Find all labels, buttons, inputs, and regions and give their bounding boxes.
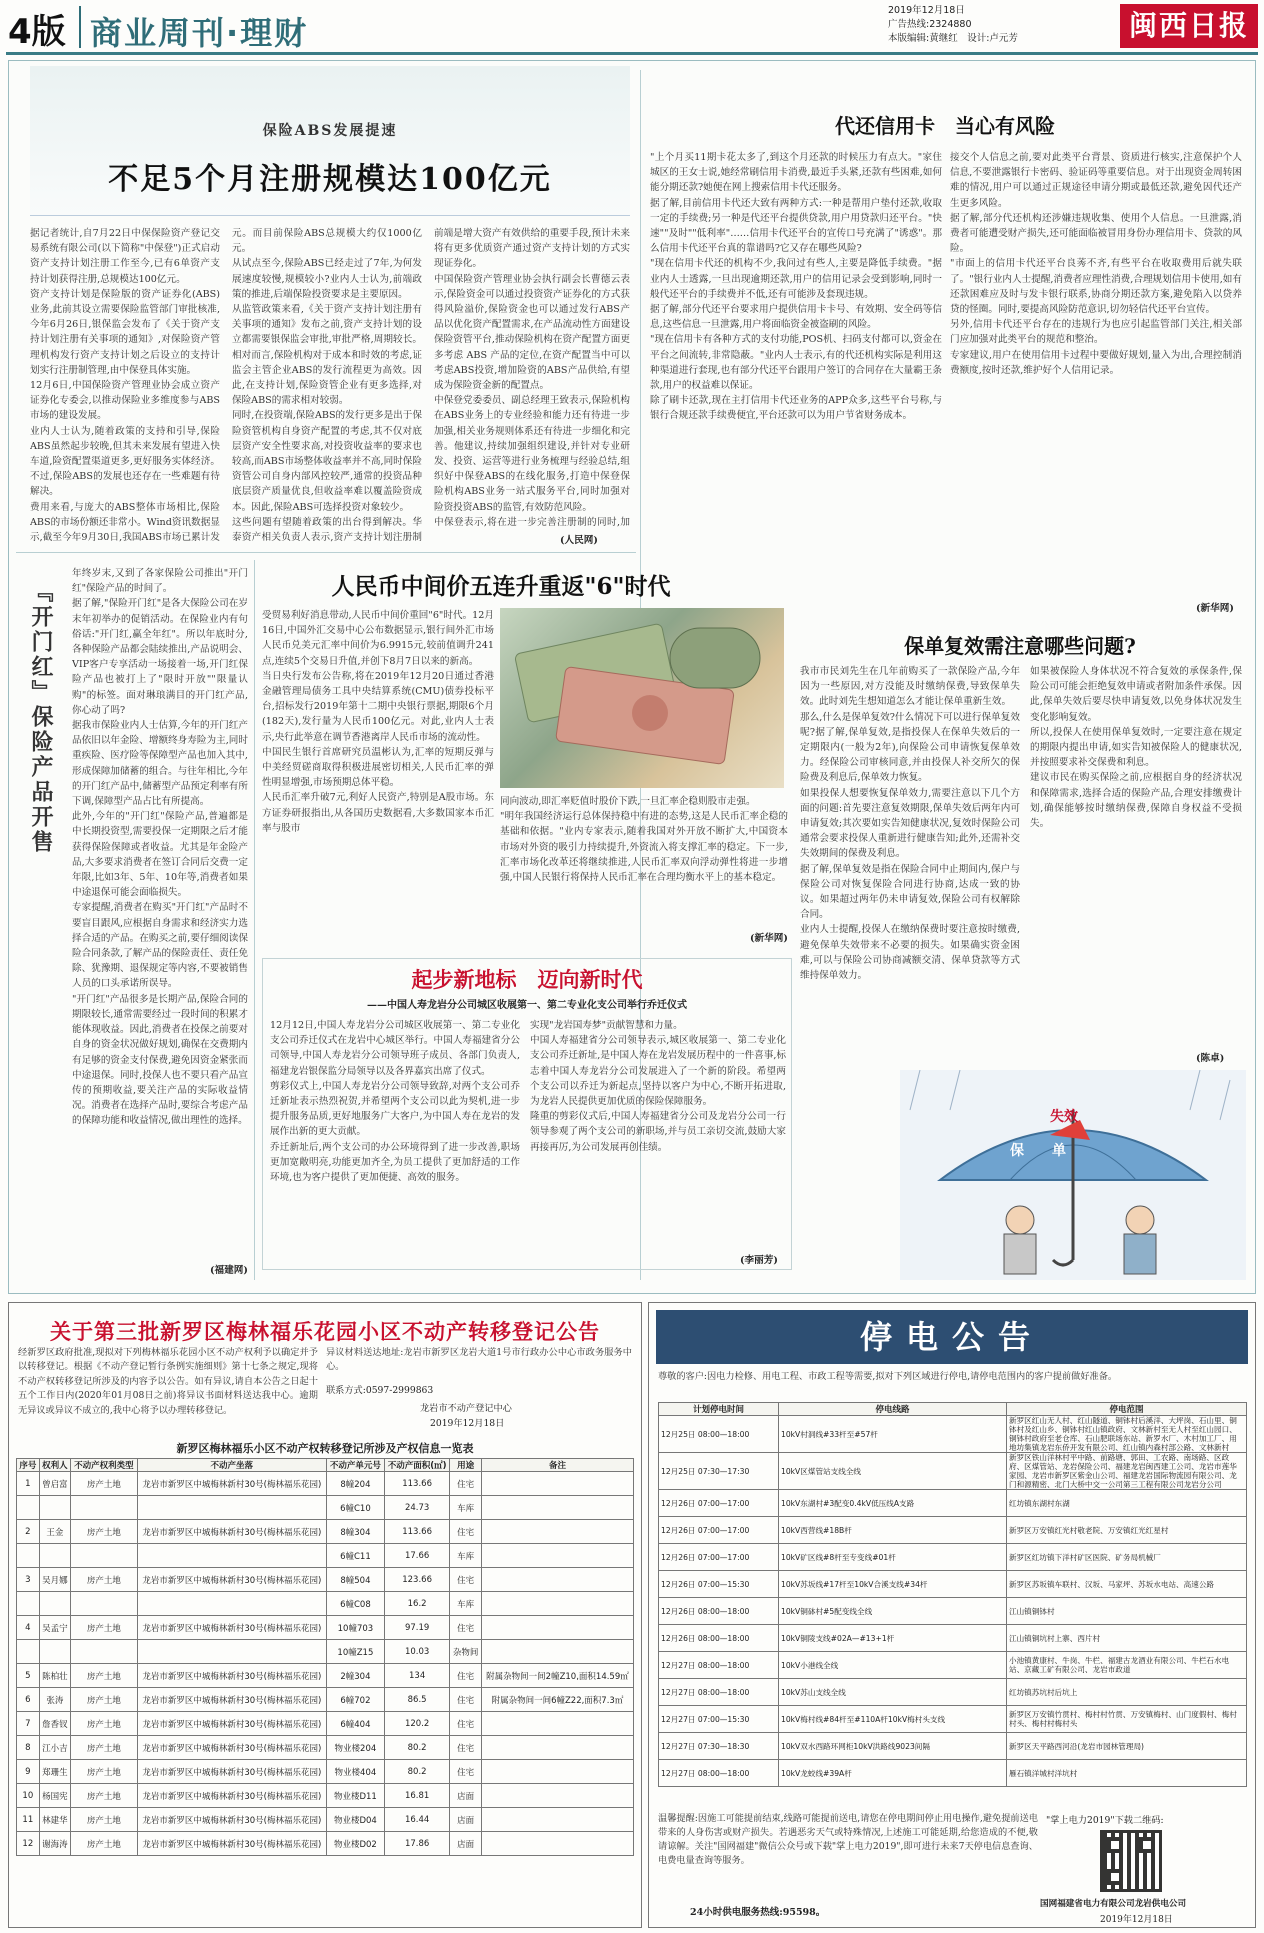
property-cell: 9 (17, 1760, 40, 1784)
property-cell (71, 1544, 137, 1568)
property-cell: 123.66 (384, 1568, 450, 1592)
outage-cell: 12月26日 07:00—17:00 (659, 1490, 779, 1517)
property-cell (39, 1544, 70, 1568)
property-cell: 6幢702 (327, 1688, 385, 1712)
property-cell: 物业楼D02 (327, 1832, 385, 1856)
outage-table (658, 1402, 1247, 1787)
property-cell: 住宅 (450, 1664, 481, 1688)
property-cell: 詹香钗 (39, 1712, 70, 1736)
outage-row (659, 1598, 1247, 1625)
property-table (16, 1458, 634, 1856)
property-cell: 车库 (450, 1592, 481, 1616)
credit-byline: (新华网) (1196, 603, 1234, 614)
property-cell: 2幢304 (327, 1664, 385, 1688)
property-cell: 16.44 (384, 1808, 450, 1832)
property-cell (137, 1496, 327, 1520)
property-cell: 房产土地 (71, 1736, 137, 1760)
outage-cell: 新罗区铁山洋林村平中路、前路塘、郭田、工农路、南场路、区政府、区煤管站、龙岩保险公司、福建龙岩闽西建工公司、龙岩市莲华家园、龙岩市新罗区紫金山公司、福建龙岩国际物流园有限公司、龙门和源精密、北门大桥中交一公司第三工程有限公司龙岩分公司 (1007, 1453, 1247, 1490)
outage-cell: 10kV铜陵支线#02A—#13+1杆 (779, 1625, 1007, 1652)
outage-cell: 新罗区苏坂镇车联村、汉坂、马家坪、苏坂水电站、高速公路 (1007, 1571, 1247, 1598)
property-row (17, 1472, 634, 1496)
property-cell: 龙岩市新罗区中城梅林新村30号(梅林福乐花园) (137, 1784, 327, 1808)
property-cell: 住宅 (450, 1616, 481, 1640)
outage-table-body (659, 1416, 1247, 1787)
outage-cell: 新罗区万安镇红光村敬老院、万安镇红光红星村 (1007, 1517, 1247, 1544)
property-cell: 房产土地 (71, 1664, 137, 1688)
property-cell: 物业楼204 (327, 1736, 385, 1760)
property-cell: 龙岩市新罗区中城梅林新村30号(梅林福乐花园) (137, 1616, 327, 1640)
header-info (888, 4, 1018, 46)
property-cell (481, 1808, 633, 1832)
property-row (17, 1640, 634, 1664)
property-notice-title: 关于第三批新罗区梅林福乐花园小区不动产转移登记公告 (50, 1320, 600, 1344)
property-cell: 6幢C10 (327, 1496, 385, 1520)
umbrella-illustration (900, 1070, 1246, 1280)
outage-row (659, 1706, 1247, 1733)
property-cell: 店面 (450, 1784, 481, 1808)
property-cell (17, 1640, 40, 1664)
property-cell: 房产土地 (71, 1472, 137, 1496)
rmb-col-1: 受贸易利好消息带动,人民币中间价重回"6"时代。12月16日,中国外汇交易中心公布数据显示,银行间外汇市场人民币兑美元汇率中间价为6.9915元,较前值调升241点,连续5个交易日升值,并创下8月7日以来的新高。 当日央行发布公告称,将在2019年12月20日通过香港金融管理局债务工具中央结算系统(CMU)债券投标平台,招标发行2019年第十二期中央银行票据,期限6个月(182天),发行量为人民币100亿元。对此,业内人士表示,央行此举意在调节香港离岸人民币市场的流动性。 中国民生银行首席研究员温彬认为,汇率的短期反弹与中美经贸磋商取得积极进展密切相关,人民币汇率的弹性明显增强,市场预期总体平稳。 人民币汇率升破7元,利好人民资产,特别是A股市场。东方证券研报指出,从各国历史数据看,大多数国家本币汇率与股市 (262, 610, 494, 834)
property-row (17, 1712, 634, 1736)
property-cell: 房产土地 (71, 1784, 137, 1808)
property-cell: 3 (17, 1568, 40, 1592)
property-cell: 龙岩市新罗区中城梅林新村30号(梅林福乐花园) (137, 1832, 327, 1856)
property-cell: 134 (384, 1664, 450, 1688)
outage-cell: 12月26日 08:00—18:00 (659, 1625, 779, 1652)
property-cell: 2 (17, 1520, 40, 1544)
property-cell: 8幢204 (327, 1472, 385, 1496)
outage-cell: 12月26日 07:00—17:00 (659, 1517, 779, 1544)
property-cell (481, 1544, 633, 1568)
outage-row (659, 1416, 1247, 1453)
policy-col-2: 如果被保险人身体状况不符合复效的承保条件,保险公司可能会拒绝复效申请或者附加条件承保。因此,保单失效后要尽快申请复效,以免身体状况发生变化影响复效。 所以,投保人在使用保单复效时,一定要注意在规定的期限内提出申请,如实告知被保险人的健康状况,并按照要求补交保费和利息。 建议市民在购买保险之前,应根据自身的经济状况和保障需求,选择合适的保险产品,合理安排缴费计划,确保能够按时缴纳保费,保障自身权益不受损失。 (1030, 666, 1242, 830)
outage-cell: 新罗区万安镇竹贯村、梅村村竹贯、万安镇梅村、山门度假村、梅村村头、梅村村梅村头 (1007, 1706, 1247, 1733)
property-cell (481, 1472, 633, 1496)
property-cell: 房产土地 (71, 1832, 137, 1856)
outage-hotline: 24小时供电服务热线:95598。 (690, 1907, 826, 1918)
property-cell: 11 (17, 1808, 40, 1832)
property-cell: 房产土地 (71, 1520, 137, 1544)
property-cell: 房产土地 (71, 1688, 137, 1712)
issue-date: 2019年12月18日 (888, 5, 965, 16)
outage-row (659, 1652, 1247, 1679)
property-cell: 车库 (450, 1496, 481, 1520)
property-col-header: 不动产单元号 (327, 1459, 385, 1472)
outage-cell: 12月26日 07:00—17:00 (659, 1544, 779, 1571)
abs-title-box (30, 66, 630, 216)
outage-cell: 新罗区红山无人村、红山隧道、铜钵村后溪洋、大坪岗、石山里、铜钵村及红山乡、铜钵村红山镇政府、文林新村至无人村至红山园口、铜钵村政府至老仓库、石山肥联场东站、新罗水厂、木村加工厂、用地坊集镇龙岩东侨开发有限公司、红山镇内森村部公路、文林新村 (1007, 1416, 1247, 1453)
property-cell: 杨国宪 (39, 1784, 70, 1808)
outage-cell: 12月25日 08:00—18:00 (659, 1416, 779, 1453)
property-cell (137, 1640, 327, 1664)
china-life-headline: 起步新地标 迈向新时代 (411, 967, 643, 992)
property-cell (481, 1784, 633, 1808)
property-cell: 陈柏壮 (39, 1664, 70, 1688)
outage-row (659, 1679, 1247, 1706)
divider-h1 (16, 552, 636, 553)
property-col-header: 备注 (481, 1459, 633, 1472)
section-title: 商业周刊·理财 (90, 14, 309, 52)
property-cell: 10 (17, 1784, 40, 1808)
property-notice-date: 2019年12月18日 (430, 1418, 505, 1429)
rmb-headline: 人民币中间价五连升重返"6"时代 (331, 573, 671, 600)
property-cell: 住宅 (450, 1712, 481, 1736)
property-cell (17, 1544, 40, 1568)
rmb-col-2: 同向波动,即汇率贬值时股价下跌,一旦汇率企稳则股市走强。 "明年我国经济运行总体保持稳中有进的态势,这是人民币汇率企稳的基础和依据。"业内专家表示,随着我国对外开放不断扩大,中国资本市场对外资的吸引力持续提升,外资流入将支撑汇率的稳定。下一步,汇率市场化改革还将继续推进,人民币汇率双向浮动弹性将进一步增强,中国人民银行将保持人民币汇率在合理均衡水平上的基本稳定。 (500, 796, 788, 884)
property-cell: 6 (17, 1688, 40, 1712)
property-cell: 12 (17, 1832, 40, 1856)
property-cell: 店面 (450, 1808, 481, 1832)
banknote-illustration (500, 608, 784, 788)
property-cell: 7 (17, 1712, 40, 1736)
china-life-byline: (李丽芳) (740, 1255, 778, 1266)
outage-row (659, 1544, 1247, 1571)
property-col-header: 权利人 (39, 1459, 70, 1472)
abs-headline: 不足5个月注册规模达100亿元 (108, 162, 552, 197)
red-vertical-title: 『开门红』保险产品开售 (28, 580, 54, 855)
editor-credit: 本版编辑:黄继红 设计:卢元芳 (888, 33, 1018, 44)
outage-cell: 10kV小港线全线 (779, 1652, 1007, 1679)
property-cell (71, 1640, 137, 1664)
property-row (17, 1808, 634, 1832)
property-cell: 杂物间 (450, 1640, 481, 1664)
property-cell: 10幢Z15 (327, 1640, 385, 1664)
property-cell: 物业楼404 (327, 1760, 385, 1784)
credit-headline: 代还信用卡 当心有风险 (835, 114, 1055, 138)
property-cell: 16.2 (384, 1592, 450, 1616)
property-cell (481, 1520, 633, 1544)
property-cell: 物业楼D11 (327, 1784, 385, 1808)
property-cell: 龙岩市新罗区中城梅林新村30号(梅林福乐花园) (137, 1472, 327, 1496)
property-row (17, 1616, 634, 1640)
property-notice-contact: 联系方式:0597-2999863 (326, 1385, 434, 1396)
property-cell (481, 1760, 633, 1784)
outage-cell: 12月27日 07:00—15:30 (659, 1706, 779, 1733)
outage-cell: 12月27日 08:00—18:00 (659, 1679, 779, 1706)
policy-col-1: 我市市民刘先生在几年前购买了一款保险产品,今年因为一些原因,对方没能及时缴纳保费,导致保单失效。此时刘先生想知道怎么才能让保单重新生效。 那么,什么是保单复效?什么情况下可以进行保单复效呢?据了解,保单复效,是指投保人在保单失效后的一定期限内(一般为2年),向保险公司申请恢复保单效力。经保险公司审核同意,并由投保人补交所欠的保险费及利息后,保单效力恢复。 如果投保人想要恢复保单效力,需要注意以下几个方面的问题:首先要注意复效期限,保单失效后两年内可申请复效;其次要如实告知健康状况,复效时保险公司通常会要求投保人重新进行健康告知;此外,还需补交失效期间的保费及利息。 据了解,保单复效是指在保险合同中止期间内,保户与保险公司对恢复保险合同进行协商,达成一致的协议。如果超过两年仍未申请复效,保险公司有权解除合同。 业内人士提醒,投保人在缴纳保费时要注意按时缴费,避免保单失效带来不必要的损失。如果确实资金困难,可以与保险公司协商减额交清、保单贷款等方式维持保单效力。 (800, 666, 1020, 982)
property-cell (481, 1640, 633, 1664)
outage-col-header: 停电范围 (1007, 1403, 1247, 1416)
china-life-col-1: 12月12日,中国人寿龙岩分公司城区收展第一、第二专业化支公司乔迁仪式在龙岩中心城区举行。中国人寿福建省分公司领导,中国人寿龙岩分公司领导班子成员、各部门负责人,福建龙岩银保监分局领导以及各界嘉宾出席了仪式。 剪彩仪式上,中国人寿龙岩分公司领导致辞,对两个支公司乔迁新址表示热烈祝贺,并希望两个支公司以此为契机,进一步提升服务品质,更好地服务广大客户,为中国人寿在龙岩的发展作出新的更大贡献。 乔迁新址后,两个支公司的办公环境得到了进一步改善,职场更加宽敞明亮,功能更加齐全,为员工提供了更加舒适的工作环境,也为客户提供了更加便捷、高效的服务。 (270, 1020, 520, 1184)
property-cell: 房产土地 (71, 1808, 137, 1832)
property-cell: 林建华 (39, 1808, 70, 1832)
outage-cell: 10kV苏坂线#17杆至10kV合溪支线#34杆 (779, 1571, 1007, 1598)
property-notice-body: 经新罗区政府批准,现拟对下列梅林福乐花园小区不动产权利予以确定并予以转移登记。根据《不动产登记暂行条例实施细则》第十七条之规定,现将不动产权转移登记所涉及的内容予以公告。如有异议,请自本公告之日起十五个工作日内(2020年01月08日之前)将异议书面材料送达我中心。逾期无异议或异议不成立的,我中心将予以办理转移登记。 (18, 1347, 318, 1416)
outage-table-header (659, 1403, 1247, 1416)
china-life-col-2: 实现"龙岩国寿梦"贡献智慧和力量。 中国人寿福建省分公司领导表示,城区收展第一、第二专业化支公司乔迁新址,是中国人寿在龙岩发展历程中的一件喜事,标志着中国人寿龙岩分公司发展进入了一个新的阶段。希望两个支公司以乔迁为新起点,坚持以客户为中心,不断开拓进取,为龙岩人民提供更加优质的保险保障服务。 隆重的剪彩仪式后,中国人寿福建省分公司及龙岩分公司一行领导参观了两个支公司的新职场,并与员工亲切交流,鼓励大家再接再厉,为公司发展再创佳绩。 (530, 1020, 786, 1153)
property-cell: 住宅 (450, 1472, 481, 1496)
red-body: 年终岁末,又到了各家保险公司推出"开门红"保险产品的时间了。 据了解,"保险开门红"是各大保险公司在岁末年初举办的促销活动。在保险业内有句俗话:"开门红,赢全年红"。所以年底时分,各种保险产品都会陆续推出,产品说明会、VIP客户专享活动一场接着一场,开门红保险产品也被打上了"限时开放""限量认购"的标签。面对琳琅满目的开门红产品,你心动了吗? 据我市保险业内人士估算,今年的开门红产品依旧以年金险、增额终身寿险为主,同时重疾险、医疗险等保障型产品也加入其中,形成保障加储蓄的组合。与往年相比,今年的开门红产品中,储蓄型产品预定利率有所下调,保障型产品占比有所提高。 此外,今年的"开门红"保险产品,普遍都是中长期投资型,需要投保一定期限之后才能获得保险保障或者收益。尤其是年金险产品,大多要求消费者在签订合同后交费一定年限,比如3年、5年、10年等,消费者如果中途退保可能会面临损失。 专家提醒,消费者在购买"开门红"产品时不要盲目跟风,应根据自身需求和经济实力选择合适的产品。在购买之前,要仔细阅读保险合同条款,了解产品的保险责任、责任免除、犹豫期、退保规定等内容,不要被销售人员的口头承诺所误导。 "开门红"产品很多是长期产品,保险合同的期限较长,通常需要经过一段时间的积累才能体现收益。因此,消费者在投保之前要对自身的资金状况做好规划,确保在交费期内有足够的资金支付保费,避免因资金紧张而中途退保。同时,投保人也不要只看产品宣传的预期收益,要关注产品的实际收益情况。消费者在选择产品时,要综合考虑产品的保障功能和收益情况,做出理性的选择。 (72, 568, 248, 1127)
property-notice-office: 异议材料送达地址:龙岩市新罗区龙岩大道1号市行政办公中心市政务服务中心。 (326, 1347, 632, 1373)
property-cell: 房产土地 (71, 1568, 137, 1592)
property-cell (39, 1592, 70, 1616)
property-cell: 郑珊生 (39, 1760, 70, 1784)
property-cell: 17.86 (384, 1832, 450, 1856)
outage-cell: 10kV苏山支线全线 (779, 1679, 1007, 1706)
outage-cell: 红坊镇苏坑村后坑上 (1007, 1679, 1247, 1706)
outage-warm-tip: 温馨提醒:因施工可能提前结束,线路可能提前送电,请您在停电期间停止用电操作,避免提前送电带来的人身伤害或财产损失。若遇恶劣天气或特殊情况,上述施工可能延期,给您造成的不便,敬请谅解。关注"国网福建"微信公众号或下载"掌上电力2019",即可进行未来7天停电信息查询、电费电量查询等服务。 (658, 1813, 1038, 1866)
outage-cell: 10kV梅村线#84杆至#110A杆10kV梅村头支线 (779, 1706, 1007, 1733)
property-cell (481, 1712, 633, 1736)
property-cell: 王金 (39, 1520, 70, 1544)
property-cell: 住宅 (450, 1688, 481, 1712)
abs-col-2: 元。而目前保险ABS总规模大约仅1000亿元。 从试点至今,保险ABS已经走过了7年,为何发展速度较慢,规模较小?业内人士认为,前端政策的推进,后端保险投资要求是主要原因。 从监管政策来看,《关于资产支持计划注册有关事项的通知》发布之前,资产支持计划的设立都需要银保监会审批,审批严格,周期较长。相对而言,保险机构对于成本和时效的考虑,证监会主管企业ABS的发行流程更为高效。因此,在支持计划,保险资管企业有更多选择,对保险ABS的需求相对较弱。 同时,在投资端,保险ABS的发行更多是出于保险资管机构自身资产配置的考虑,其不仅对底层资产安全性要求高,对投资收益率的要求也较高,而ABS市场整体收益率并不高,同时保险资管公司自身内部风控较严,通常的投资品种底层资产质量优良,但收益率难以覆盖险资成本。因此,保险ABS可选择投资对象较少。 这些问题有望随着政策的出台得到解决。华泰资产相关负责人表示,资产支持计划注册制 (232, 228, 422, 544)
property-cell: 6幢C08 (327, 1592, 385, 1616)
abs-byline: (人民网) (560, 535, 598, 546)
outage-cell: 12月27日 08:00—18:00 (659, 1760, 779, 1787)
property-row (17, 1568, 634, 1592)
outage-cell: 12月26日 07:00—15:30 (659, 1571, 779, 1598)
outage-cell: 江山镇铜钵村 (1007, 1598, 1247, 1625)
property-cell: 8幢304 (327, 1520, 385, 1544)
property-cell: 龙岩市新罗区中城梅林新村30号(梅林福乐花园) (137, 1808, 327, 1832)
property-cell: 龙岩市新罗区中城梅林新村30号(梅林福乐花园) (137, 1736, 327, 1760)
outage-cell: 12月25日 07:30—17:30 (659, 1453, 779, 1490)
outage-cell: 10kV村洞线#33杆至#57杆 (779, 1416, 1007, 1453)
outage-cell: 新罗区红坊镇下洋村矿区医院、矿务局机械厂 (1007, 1544, 1247, 1571)
property-row (17, 1664, 634, 1688)
property-row (17, 1784, 634, 1808)
outage-cell: 10kV区煤管站支线全线 (779, 1453, 1007, 1490)
property-cell: 4 (17, 1616, 40, 1640)
red-byline: (福建网) (210, 1265, 248, 1276)
property-cell: 6幢C11 (327, 1544, 385, 1568)
qr-caption: "掌上电力2019"下载二维码: (1046, 1815, 1164, 1826)
property-row (17, 1496, 634, 1520)
property-cell (17, 1496, 40, 1520)
outage-cell: 12月27日 08:00—18:00 (659, 1652, 779, 1679)
property-cell: 10.03 (384, 1640, 450, 1664)
umbrella-label-lapse: 失效 (1050, 1109, 1078, 1125)
credit-col-1: "上个月买11期卡花太多了,到这个月还款的时候压力有点大。"家住城区的王女士说,她经常刷信用卡消费,最近手头紧,还款有些困难,如何能分期还款?她便在网上搜索信用卡代还服务。 据了解,目前信用卡代还大致有两种方式:一种是帮用户垫付还款,收取一定的手续费;另一种是代还平台提供贷款,用户用贷款归还平台。"快速""及时""低利率"……信用卡代还平台的宣传口号充满了"诱惑"。那么信用卡代还平台真的靠谱吗?它又存在哪些风险? "现在信用卡代还的机构不少,我问过有些人,主要是降低手续费。"据业内人士透露,一旦出现逾期还款,用户的信用记录会受到影响,同时一般代还平台的手续费并不低,还有可能涉及套现违规。 据了解,部分代还平台要求用户提供信用卡卡号、有效期、安全码等信息,这些信息一旦泄露,用户将面临资金被盗刷的风险。 "现在信用卡有各种方式的支付功能,POS机、扫码支付都可以,资金在平台之间流转,非常隐蔽。"业内人士表示,有的代还机构实际是利用这种渠道进行套现,也有部分代还平台跟用户签订的合同存在大量霸王条款,用户的权益难以保证。 除了刷卡还款,现在主打信用卡代还业务的APP众多,这些平台号称,与银行合规还款手续费便宜,平台还款可以为用户节省财务成本。 (650, 152, 942, 422)
outage-cell: 10kV双水西路环网柜10kV洪路线9023间隔 (779, 1733, 1007, 1760)
property-cell: 8幢504 (327, 1568, 385, 1592)
abs-col-1: 据记者统计,自7月22日中保保险资产登记交易系统有限公司(以下简称"中保登")正式启动资产支持计划注册工作至今,已有6单资产支持计划获得注册,总规模达100亿元。 资产支持计划是保险版的资产证券化(ABS)业务,此前其设立需要保险监管部门审批核准,今年6月26日,银保监会发布了《关于资产支持计划注册有关事项的通知》,对保险资产管理机构发行资产支持计划之后设立的支持计划实行注册制管理,由中保登具体实施。 12月6日,中国保险资产管理业协会成立资产证券化专委会,以推动保险业多维度参与ABS市场的建设发展。 业内人士认为,随着政策的支持和引导,保险ABS虽然起步较晚,但其未来发展有望进入快车道,险资配置渠道更多,更好服务实体经济。不过,保险ABS的发展也还存在一些难题有待解决。 费用来看,与庞大的ABS整体市场相比,保险ABS的市场份额还非常小。Wind资讯数据显示,截至今年9月30日,我国ABS市场已累计发 (30, 228, 220, 544)
property-cell: 8 (17, 1736, 40, 1760)
property-cell: 1 (17, 1472, 40, 1496)
property-row (17, 1520, 634, 1544)
property-cell: 113.66 (384, 1472, 450, 1496)
property-cell (481, 1496, 633, 1520)
outage-cell: 红坊镇东湖村东湖 (1007, 1490, 1247, 1517)
property-cell: 120.2 (384, 1712, 450, 1736)
property-cell: 住宅 (450, 1568, 481, 1592)
property-cell: 16.81 (384, 1784, 450, 1808)
outage-cell: 新罗区天平路西河沿(龙岩市园林管理局) (1007, 1733, 1247, 1760)
outage-row (659, 1490, 1247, 1517)
outage-cell: 雁石镇洋城村洋坑村 (1007, 1760, 1247, 1787)
outage-row (659, 1760, 1247, 1787)
property-col-header: 不动产权利类型 (71, 1459, 137, 1472)
outage-row (659, 1453, 1247, 1490)
property-cell: 车库 (450, 1544, 481, 1568)
property-cell: 龙岩市新罗区中城梅林新村30号(梅林福乐花园) (137, 1688, 327, 1712)
property-row (17, 1832, 634, 1856)
property-table-title: 新罗区梅林福乐小区不动产权转移登记所涉及产权信息一览表 (176, 1442, 474, 1455)
outage-cell: 10kV矿区线#8杆至专变线#01杆 (779, 1544, 1007, 1571)
credit-col-2: 接交个人信息之前,要对此类平台背景、资质进行核实,注意保护个人信息,不要泄露银行卡密码、验证码等重要信息。对于出现资金周转困难的情况,用户可以通过正规途径申请分期或最低还款,避免因代还产生更多风险。 据了解,部分代还机构还涉嫌违规收集、使用个人信息。一旦泄露,消费者可能遭受财产损失,还可能面临被冒用身份办理信用卡、贷款的风险。 "市面上的信用卡代还平台良莠不齐,有些平台在收取费用后就失联了。"银行业内人士提醒,消费者应理性消费,合理规划信用卡使用,如有还款困难应及时与发卡银行联系,协商分期还款方案,避免陷入以贷养贷的怪圈。同时,要提高风险防范意识,切勿轻信代还平台宣传。 另外,信用卡代还平台存在的违规行为也应引起监管部门关注,相关部门应加强对此类平台的规范和整治。 专家建议,用户在使用信用卡过程中要做好规划,量入为出,合理控制消费额度,按时还款,维护好个人信用记录。 (950, 152, 1242, 376)
property-cell: 房产土地 (71, 1760, 137, 1784)
outage-col-header: 计划停电时间 (659, 1403, 779, 1416)
property-cell: 80.2 (384, 1760, 450, 1784)
outage-col-header: 停电线路 (779, 1403, 1007, 1416)
property-cell: 10幢703 (327, 1616, 385, 1640)
policy-byline: (陈卓) (1196, 1053, 1225, 1064)
outage-row (659, 1733, 1247, 1760)
property-cell: 97.19 (384, 1616, 450, 1640)
ad-phone: 广告热线:2324880 (888, 19, 972, 30)
property-col-header: 不动产坐落 (137, 1459, 327, 1472)
property-cell: 龙岩市新罗区中城梅林新村30号(梅林福乐花园) (137, 1760, 327, 1784)
page-number: 4版 (8, 12, 66, 52)
property-cell: 80.2 (384, 1736, 450, 1760)
property-row (17, 1544, 634, 1568)
property-cell: 住宅 (450, 1760, 481, 1784)
abs-kicker: 保险ABS发展提速 (262, 123, 398, 139)
property-cell (71, 1592, 137, 1616)
outage-company: 国网福建省电力有限公司龙岩供电公司 (1040, 1899, 1187, 1909)
property-cell (481, 1568, 633, 1592)
outage-cell: 10kV东湖村#3配变0.4kV低压线A支路 (779, 1490, 1007, 1517)
divider-v2 (254, 560, 255, 1280)
property-cell: 龙岩市新罗区中城梅林新村30号(梅林福乐花园) (137, 1664, 327, 1688)
newspaper-logo: 闽西日报 (1120, 4, 1258, 48)
property-cell: 吴月娜 (39, 1568, 70, 1592)
outage-row (659, 1571, 1247, 1598)
property-cell: 5 (17, 1664, 40, 1688)
property-cell: 谢海涛 (39, 1832, 70, 1856)
property-cell: 曾启富 (39, 1472, 70, 1496)
property-cell (17, 1592, 40, 1616)
property-cell: 房产土地 (71, 1616, 137, 1640)
property-cell (39, 1496, 70, 1520)
property-table-header (17, 1459, 634, 1472)
property-table-body (17, 1472, 634, 1856)
outage-row (659, 1625, 1247, 1652)
china-life-subtitle: ——中国人寿龙岩分公司城区收展第一、第二专业化支公司举行乔迁仪式 (367, 1000, 687, 1011)
outage-cell: 江山镇铜坑村上寨、西片村 (1007, 1625, 1247, 1652)
outage-cell: 10kV铜砵村#5配变线全线 (779, 1598, 1007, 1625)
rmb-byline: (新华网) (750, 933, 788, 944)
outage-cell: 12月27日 07:30—18:30 (659, 1733, 779, 1760)
policy-headline: 保单复效需注意哪些问题? (904, 634, 1136, 658)
qr-code-icon (1100, 1830, 1162, 1892)
property-cell (71, 1496, 137, 1520)
property-cell: 龙岩市新罗区中城梅林新村30号(梅林福乐花园) (137, 1568, 327, 1592)
outage-row (659, 1517, 1247, 1544)
property-cell: 店面 (450, 1832, 481, 1856)
property-col-header: 不动产面积(㎡) (384, 1459, 450, 1472)
property-cell: 龙岩市新罗区中城梅林新村30号(梅林福乐花园) (137, 1520, 327, 1544)
property-cell (481, 1616, 633, 1640)
property-cell (39, 1640, 70, 1664)
property-cell: 24.73 (384, 1496, 450, 1520)
header-divider (79, 6, 81, 48)
property-cell: 住宅 (450, 1520, 481, 1544)
property-col-header: 序号 (17, 1459, 40, 1472)
property-cell: 86.5 (384, 1688, 450, 1712)
property-cell: 113.66 (384, 1520, 450, 1544)
outage-cell: 小池镇黄康村、牛岗、牛栏、福建古龙酒业有限公司、牛栏石水电站、京藏工矿有限公司、龙岩市政道 (1007, 1652, 1247, 1679)
property-cell: 6幢404 (327, 1712, 385, 1736)
property-row (17, 1688, 634, 1712)
header-rule (6, 52, 1258, 55)
outage-cell: 10kV龙蛟线#39A杆 (779, 1760, 1007, 1787)
banknote-photo (500, 608, 784, 788)
property-cell: 附属杂物间一间6幢Z22,面积7.3㎡ (481, 1688, 633, 1712)
outage-title: 停电公告 (859, 1318, 1044, 1356)
property-cell (481, 1592, 633, 1616)
property-notice-signer: 龙岩市不动产登记中心 (420, 1403, 512, 1414)
outage-title-bar (656, 1310, 1248, 1364)
umbrella-label-policy: 保 单 (1010, 1143, 1066, 1159)
outage-cell: 10kV西营线#18B杆 (779, 1517, 1007, 1544)
property-cell: 物业楼D04 (327, 1808, 385, 1832)
property-cell: 住宅 (450, 1736, 481, 1760)
property-cell: 吴孟宁 (39, 1616, 70, 1640)
property-cell: 房产土地 (71, 1712, 137, 1736)
property-cell (137, 1544, 327, 1568)
property-cell: 龙岩市新罗区中城梅林新村30号(梅林福乐花园) (137, 1712, 327, 1736)
property-cell (137, 1592, 327, 1616)
property-row (17, 1592, 634, 1616)
property-cell (481, 1736, 633, 1760)
abs-col-3: 前端是增大资产有效供给的重要手段,预计未来将有更多优质资产通过资产支持计划的方式实现证券化。 中国保险资产管理业协会执行副会长曹德云表示,保险资金可以通过投资资产证券化的方式获得风险溢价,保险资金也可以通过发行ABS产品以优化资产配置需求,在产品流动性方面建设保险资管平台,推动保险机构在资产配置方面更多考虑 ABS 产品的定位,在资产配置当中可以考虑ABS投资,增加险资的ABS产品供给,有望成为保险资金新的配置点。 中保登党委委员、副总经理王致表示,保险机构在ABS业务上的专业经验和能力还有待进一步加强,相关业务规则体系还有待进一步细化和完善。他建议,持续加强组织建设,并针对专业研发、投资、运营等进行业务梳理与经验总结,组织好中保登ABS的在线化服务,打造中保登保险机构ABS业务一站式服务平台,同时加强对险资投资ABS的监管,有效防范风险。 中保登表示,将在进一步完善注册制的同时,加 (434, 228, 630, 528)
outage-date: 2019年12月18日 (1100, 1915, 1173, 1925)
property-cell: 江小吉 (39, 1736, 70, 1760)
property-cell (481, 1832, 633, 1856)
property-row (17, 1736, 634, 1760)
property-cell: 17.66 (384, 1544, 450, 1568)
property-row (17, 1760, 634, 1784)
property-col-header: 用途 (450, 1459, 481, 1472)
property-cell: 张涛 (39, 1688, 70, 1712)
outage-cell: 12月26日 08:00—18:00 (659, 1598, 779, 1625)
outage-intro: 尊敬的客户:因电力检修、用电工程、市政工程等需要,拟对下列区域进行停电,请停电范围内的客户提前做好准备。 (658, 1371, 1118, 1382)
property-cell: 附属杂物间一间2幢Z10,面积14.59㎡ (481, 1664, 633, 1688)
